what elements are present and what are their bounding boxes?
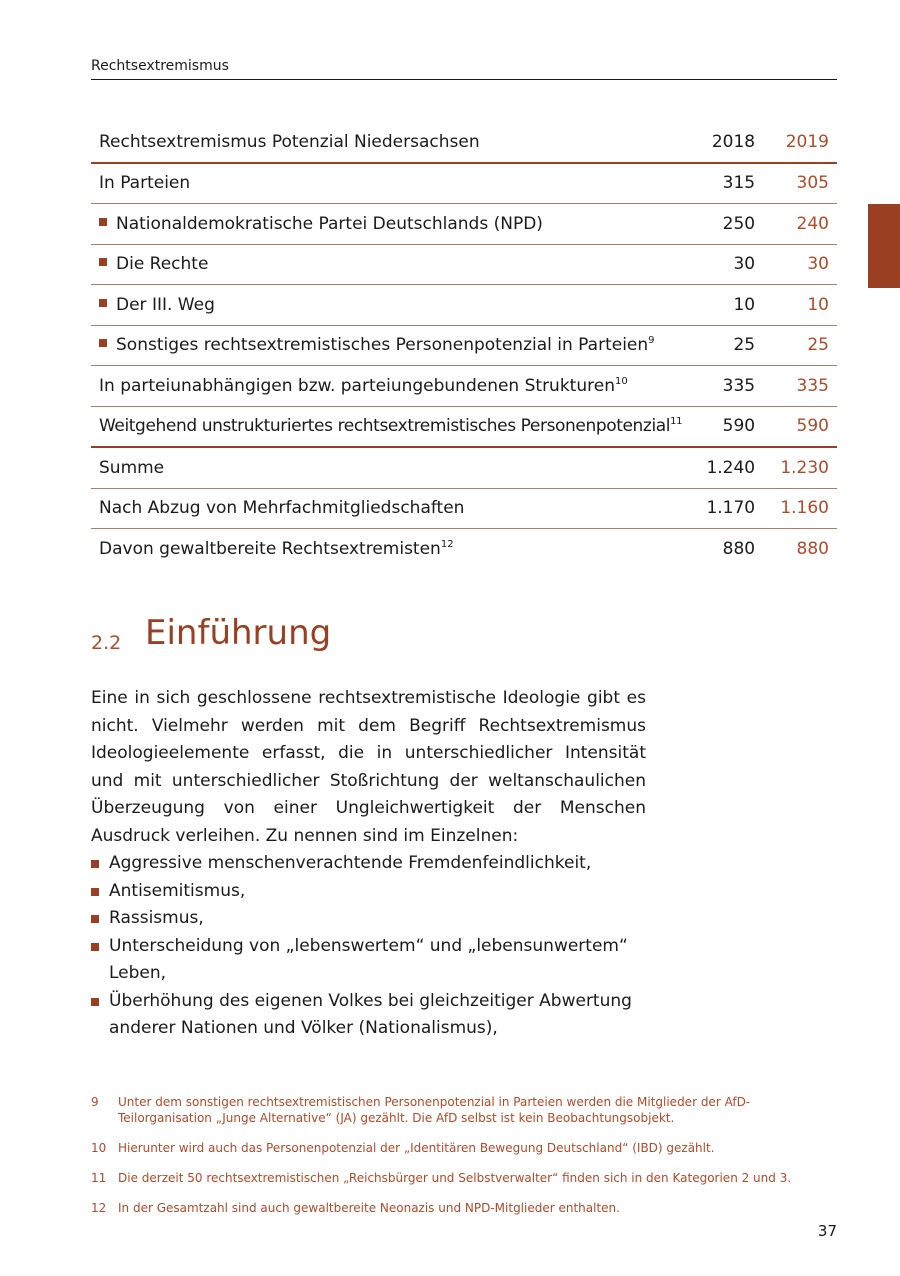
table-row	[91, 325, 837, 366]
value-2019: 1.230	[763, 447, 837, 488]
value-2018: 1.240	[690, 447, 763, 488]
table-row-sum	[91, 447, 837, 488]
footnote	[91, 1140, 841, 1156]
value-2019: 590	[763, 406, 837, 447]
value-2019: 25	[763, 325, 837, 366]
row-label: In Parteien	[91, 163, 690, 204]
footnote-ref[interactable]: 11	[670, 416, 683, 428]
value-2018: 590	[690, 406, 763, 447]
value-2019: 1.160	[763, 488, 837, 529]
row-label: Die Rechte	[91, 244, 690, 285]
section-title: Einführung	[145, 613, 332, 653]
table-row	[91, 529, 837, 569]
value-2018: 1.170	[690, 488, 763, 529]
bullet-square-icon	[91, 943, 99, 951]
footnote-text: In der Gesamtzahl sind auch gewaltbereite Neonazis und NPD-Mitglieder enthalten.	[118, 1201, 620, 1215]
footnote-text: Die derzeit 50 rechtsextremistischen „Reichsbürger und Selbstverwalter“ finden sich in den Kategorien 2 und 3.	[118, 1171, 792, 1185]
row-label: Sonstiges rechtsextremistisches Personenpotenzial in Parteien$^9$	[91, 325, 690, 366]
potential-table	[91, 122, 837, 569]
table-header-2019: 2019	[763, 122, 837, 163]
value-2019: 10	[763, 285, 837, 326]
footnote	[91, 1200, 841, 1216]
list-item: Überhöhung des eigenen Volkes bei gleichzeitiger Abwertung anderer Nationen und Völker (Nationalismus),	[91, 988, 646, 1043]
footnote-number: 11	[91, 1171, 107, 1185]
footnote-ref[interactable]: 10	[614, 375, 628, 387]
footnote-number: 10	[91, 1141, 107, 1155]
value-2018: 30	[690, 244, 763, 285]
running-head: Rechtsextremismus	[91, 58, 837, 80]
footnote	[91, 1170, 841, 1186]
list-item: Unterscheidung von „lebenswertem“ und „lebensunwertem“ Leben,	[91, 933, 646, 988]
bullet-square-icon	[99, 258, 107, 266]
table-header-row	[91, 122, 837, 163]
ideology-list	[91, 850, 646, 1043]
value-2019: 880	[796, 538, 829, 559]
bullet-square-icon	[99, 218, 107, 226]
value-2019: 30	[763, 244, 837, 285]
bullet-square-icon	[99, 339, 107, 347]
value-2018: 315	[690, 163, 763, 204]
row-label: Nationaldemokratische Partei Deutschlands (NPD)	[91, 204, 690, 245]
bullet-square-icon	[91, 915, 99, 923]
footnote-number: 12	[91, 1201, 107, 1215]
footnote-ref[interactable]: 12	[440, 538, 454, 550]
value-2018: 880	[722, 538, 756, 559]
value-2019: 335	[763, 366, 837, 407]
row-label: In parteiunabhängigen bzw. parteiungebundenen Strukturen$^{10}$	[91, 366, 690, 407]
footnote-ref[interactable]: 9	[648, 335, 655, 347]
row-label: Summe	[91, 447, 690, 488]
page-number: 37	[817, 1222, 837, 1240]
footnote-text: Hierunter wird auch das Personenpotenzial der „Identitären Bewegung Deutschland“ (IBD) gezählt.	[118, 1141, 715, 1155]
value-2018: 10	[690, 285, 763, 326]
intro-paragraph: Eine in sich geschlossene rechtsextremistische Ideologie gibt es nicht. Vielmehr werden mit dem Begriff Rechtsextremismus Ideologieelemente erfasst, die in unterschiedlicher Intensität und mit unterschiedlicher Stoßrichtung der weltanschaulichen Überzeugung von einer Ungleichwertigkeit der Menschen Ausdruck verleihen. Zu nennen sind im Einzelnen:	[91, 688, 646, 846]
footnotes	[91, 1094, 841, 1230]
bullet-square-icon	[91, 888, 99, 896]
table-row	[91, 488, 837, 529]
table-row	[91, 163, 837, 204]
body-text	[91, 685, 646, 1043]
chapter-tab-marker	[868, 204, 900, 288]
value-2019: 305	[763, 163, 837, 204]
bullet-square-icon	[91, 860, 99, 868]
table-header-label: Rechtsextremismus Potenzial Niedersachsen	[91, 122, 690, 163]
bullet-square-icon	[99, 299, 107, 307]
section-number: 2.2	[91, 632, 122, 654]
value-2019: 240	[763, 204, 837, 245]
footnote-text: Unter dem sonstigen rechtsextremistischen Personenpotenzial in Parteien werden die Mitglieder der AfD-Teilorganisation „Junge Alternative“ (JA) gezählt. Die AfD selbst ist kein Beobachtungsobjekt.	[118, 1095, 751, 1125]
footnote-number: 9	[91, 1095, 99, 1109]
row-label: Der III. Weg	[91, 285, 690, 326]
table-row	[91, 285, 837, 326]
list-item: Rassismus,	[91, 905, 646, 933]
bullet-square-icon	[91, 998, 99, 1006]
table-row	[91, 204, 837, 245]
value-2018: 25	[690, 325, 763, 366]
value-2018: 250	[690, 204, 763, 245]
value-2018: 335	[690, 366, 763, 407]
row-label: Nach Abzug von Mehrfachmitgliedschaften	[91, 488, 690, 529]
list-item: Antisemitismus,	[91, 878, 646, 906]
row-label: Weitgehend unstrukturiertes rechtsextremistisches Personenpotenzial$^{11}$	[91, 406, 690, 447]
table-row	[91, 244, 837, 285]
row-label: Davon gewaltbereite Rechtsextremisten$^{12}$	[99, 538, 454, 559]
table-header-2018: 2018	[690, 122, 763, 163]
footnote	[91, 1094, 841, 1126]
table-row	[91, 366, 837, 407]
list-item: Aggressive menschenverachtende Fremdenfeindlichkeit,	[91, 850, 646, 878]
table-row	[91, 406, 837, 447]
